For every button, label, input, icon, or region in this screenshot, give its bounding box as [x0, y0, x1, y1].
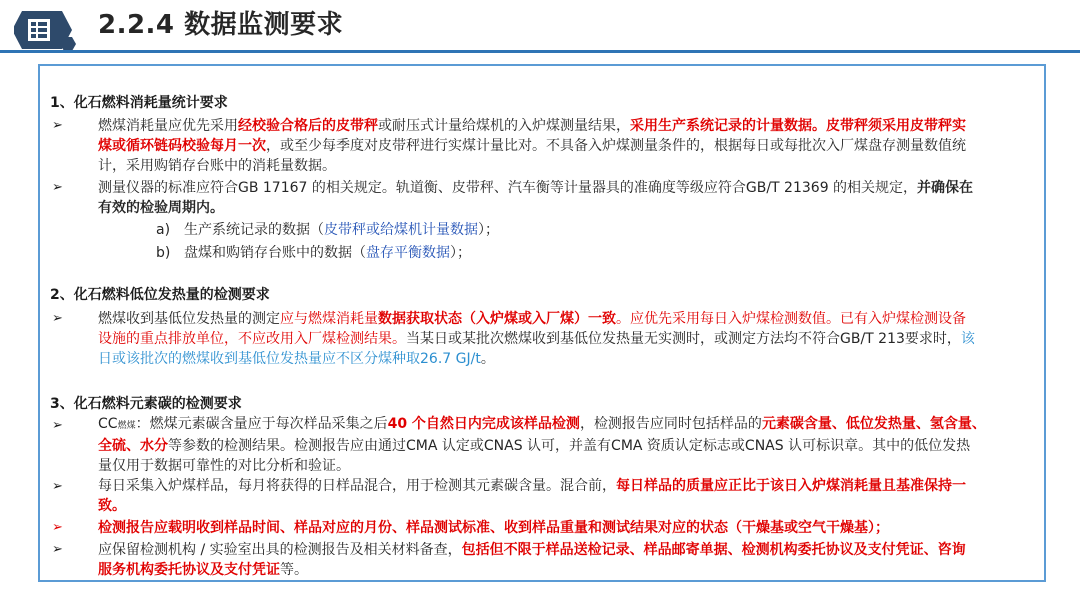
text-run: 燃煤收到基低位发热量的测定	[98, 311, 280, 327]
paragraph	[98, 178, 1038, 218]
text-run: 当某日或某批次燃煤收到基低位发热量无实测时，或测定方法均不符合GB/T 213要求时，	[406, 331, 961, 347]
bullet-icon: ➢	[52, 311, 63, 326]
section-heading: 2、化石燃料低位发热量的检测要求	[50, 287, 270, 303]
text-run: 经校验合格后的皮带秤	[238, 118, 378, 134]
sub-item	[184, 220, 499, 240]
text-run: 测量仪器的标准应符合GB 17167 的相关规定。轨道衡、皮带秤、汽车衡等计量器具的准确度等级应符合GB/T 21369 的相关规定，	[98, 180, 918, 196]
text-run: ，或至少每季度对皮带秤进行实煤计量比对。不具备入炉煤测量条件的，根据每日或每批次入厂煤盘存测量数值统	[266, 138, 966, 154]
bullet-icon: ➢	[52, 542, 63, 557]
text-run: 该	[960, 331, 975, 347]
paragraph	[98, 540, 1038, 580]
text-run: ：燃煤元素碳含量应于每次样品采集之后	[135, 416, 388, 432]
sub-item-marker: b)	[156, 245, 171, 261]
bullet-icon: ➢	[52, 479, 63, 494]
paragraph	[98, 414, 1038, 476]
paragraph: 检测报告应载明收到样品时间、样品对应的月份、样品测试标准、收到样品重量和测试结果对应的状态（干燥基或空气干燥基）；	[98, 520, 889, 536]
header-divider	[0, 50, 1080, 53]
section-heading: 1、化石燃料消耗量统计要求	[50, 95, 228, 111]
text-run: 或耐压式计量给煤机的入炉煤测量结果，	[378, 118, 630, 134]
text-run: 应保留检测机构 / 实验室出具的检测报告及相关材料备查，	[98, 542, 462, 558]
text-run: 每日样品的质量应正比于该日入炉煤消耗量且基准保持一	[616, 478, 966, 494]
text-run: 盘煤和购销存台账中的数据（	[184, 245, 366, 261]
text-run: 。应优先采用每日入炉煤检测数值。已有入炉煤检测设备	[616, 311, 966, 327]
paragraph	[98, 116, 1038, 176]
text-run: ）；	[478, 222, 499, 238]
text-run: 量仅用于数据可靠性的对比分析和验证。	[98, 458, 350, 474]
text-run: 设施的重点排放单位，不应改用入厂煤检测结果。	[98, 331, 406, 347]
text-run: ）；	[450, 245, 471, 261]
bullet-icon: ➢	[52, 118, 63, 133]
subscript: 燃煤	[117, 421, 136, 431]
section-heading: 3、化石燃料元素碳的检测要求	[50, 396, 242, 412]
text-run: 每日采集入炉煤样品，每月将获得的日样品混合，用于检测其元素碳含量。混合前，	[98, 478, 616, 494]
text-run: 应与燃煤消耗量	[280, 311, 378, 327]
header	[0, 0, 1080, 52]
text-run: 服务机构委托协议及支付凭证	[98, 562, 280, 578]
text-run: 等参数的检测结果。检测报告应由通过CMA 认定或CNAS 认可，并盖有CMA 资质认定标志或CNAS 认可标识章。其中的低位发热	[168, 438, 971, 454]
sub-item-marker: a)	[156, 222, 171, 238]
text-run: 等。	[280, 562, 308, 578]
text-run: 有效的检验周期内。	[98, 200, 224, 216]
sub-item	[184, 243, 471, 263]
text-run: 煤或循环链码校验每月一次	[98, 138, 266, 154]
text-run: 并确保在	[917, 180, 974, 196]
text-run: 致。	[98, 498, 126, 514]
bullet-icon: ➢	[52, 520, 63, 535]
text-run: 生产系统记录的数据（	[184, 222, 324, 238]
text-run: 燃煤消耗量应优先采用	[98, 118, 238, 134]
text-run: 。	[480, 351, 495, 367]
bullet-icon: ➢	[52, 180, 63, 195]
text-run: 数据获取状态（入炉煤或入厂煤）一致	[378, 311, 616, 327]
text-run: 皮带秤或给煤机计量数据	[324, 222, 478, 238]
text-run: 盘存平衡数据	[366, 245, 450, 261]
text-run: ，检测报告应同时包括样品的	[579, 416, 762, 432]
text-run: 日或该批次的燃煤收到基低位发热量应不区分煤种取26.7 GJ/t	[98, 351, 481, 367]
page-title: 2.2.4 数据监测要求	[98, 10, 344, 40]
text-run: 包括但不限于样品送检记录、样品邮寄单据、检测机构委托协议及支付凭证、咨询	[461, 542, 966, 558]
text-run: 采用生产系统记录的计量数据。皮带秤须采用皮带秤实	[630, 118, 966, 134]
text-run: 全硫、水分	[98, 438, 168, 454]
document-hexagon-icon	[14, 9, 78, 51]
text-run: 元素碳含量、低位发热量、氢含量、	[761, 416, 986, 432]
paragraph	[98, 476, 1038, 516]
text-run: 40 个自然日内完成该样品检测	[387, 416, 580, 432]
text-run: 计，采用购销存台账中的消耗量数据。	[98, 158, 336, 174]
bullet-icon: ➢	[52, 418, 63, 433]
paragraph	[98, 309, 1038, 369]
text-run: CC	[98, 416, 118, 432]
